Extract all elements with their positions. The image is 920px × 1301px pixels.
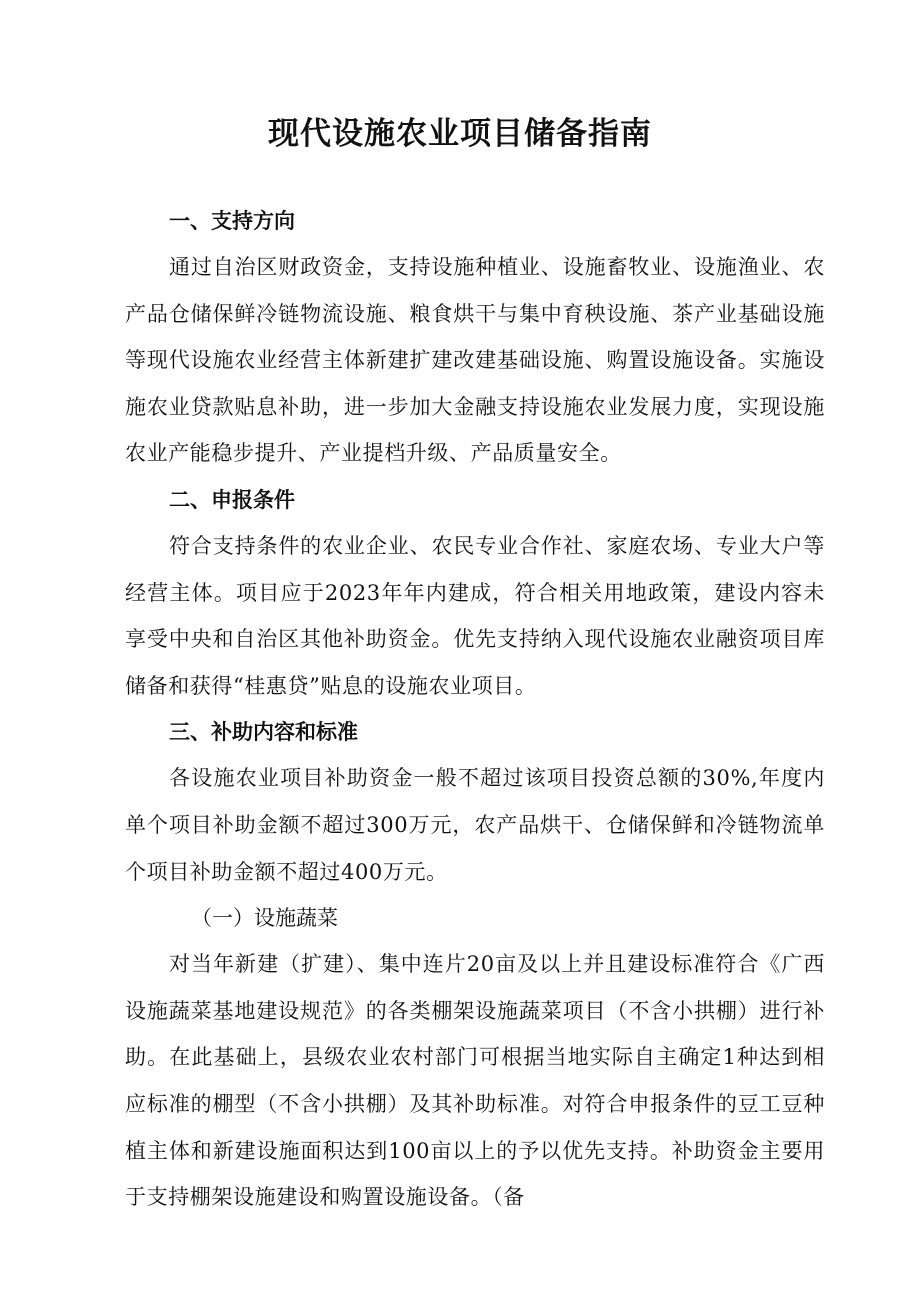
section-heading-support-direction: 一、支持方向 (169, 209, 295, 233)
section-heading-application-conditions: 二、申报条件 (169, 487, 295, 512)
document-title: 现代设施农业项目储备指南 (268, 116, 652, 152)
section-paragraph-application-conditions: 符合支持条件的农业企业、农民专业合作社、家庭农场、专业大户等经营主体。项目应于2023年年内建成，符合相关用地政策，建设内容未享受中央和自治区其他补助资金。优先支持纳入现代设施农业融资项目库储备和获得“桂惠贷”贴息的设施农业项目。 (125, 533, 825, 698)
section-heading-subsidy-content: 三、补助内容和标准 (169, 720, 358, 745)
subsection-heading-facility-vegetables: （一）设施蔬菜 (191, 906, 338, 931)
subsection-paragraph-facility-vegetables: 对当年新建（扩建）、集中连片20亩及以上并且建设标准符合《广西设施蔬菜基地建设规范》的各类棚架设施蔬菜项目（不含小拱棚）进行补助。在此基础上，县级农业农村部门可根据当地实际自主确定1种达到相应标准的棚型（不含小拱棚）及其补助标准。对符合申报条件的豆工豆种植主体和新建设施面积达到100亩以上的予以优先支持。补助资金主要用于支持棚架设施建设和购置设施设备。（备 (125, 952, 825, 1210)
document-body (125, 198, 825, 1221)
section-paragraph-support-direction: 通过自治区财政资金，支持设施种植业、设施畜牧业、设施渔业、农产品仓储保鲜冷链物流设施、粮食烘干与集中育秧设施、茶产业基础设施等现代设施农业经营主体新建扩建改建基础设施、购置设施设备。实施设施农业贷款贴息补助，进一步加大金融支持设施农业发展力度，实现设施农业产能稳步提升、产业提档升级、产品质量安全。 (125, 255, 825, 466)
section-paragraph-subsidy-content: 各设施农业项目补助资金一般不超过该项目投资总额的30%,年度内单个项目补助金额不超过300万元，农产品烘干、仓储保鲜和冷链物流单个项目补助金额不超过400万元。 (125, 766, 825, 884)
